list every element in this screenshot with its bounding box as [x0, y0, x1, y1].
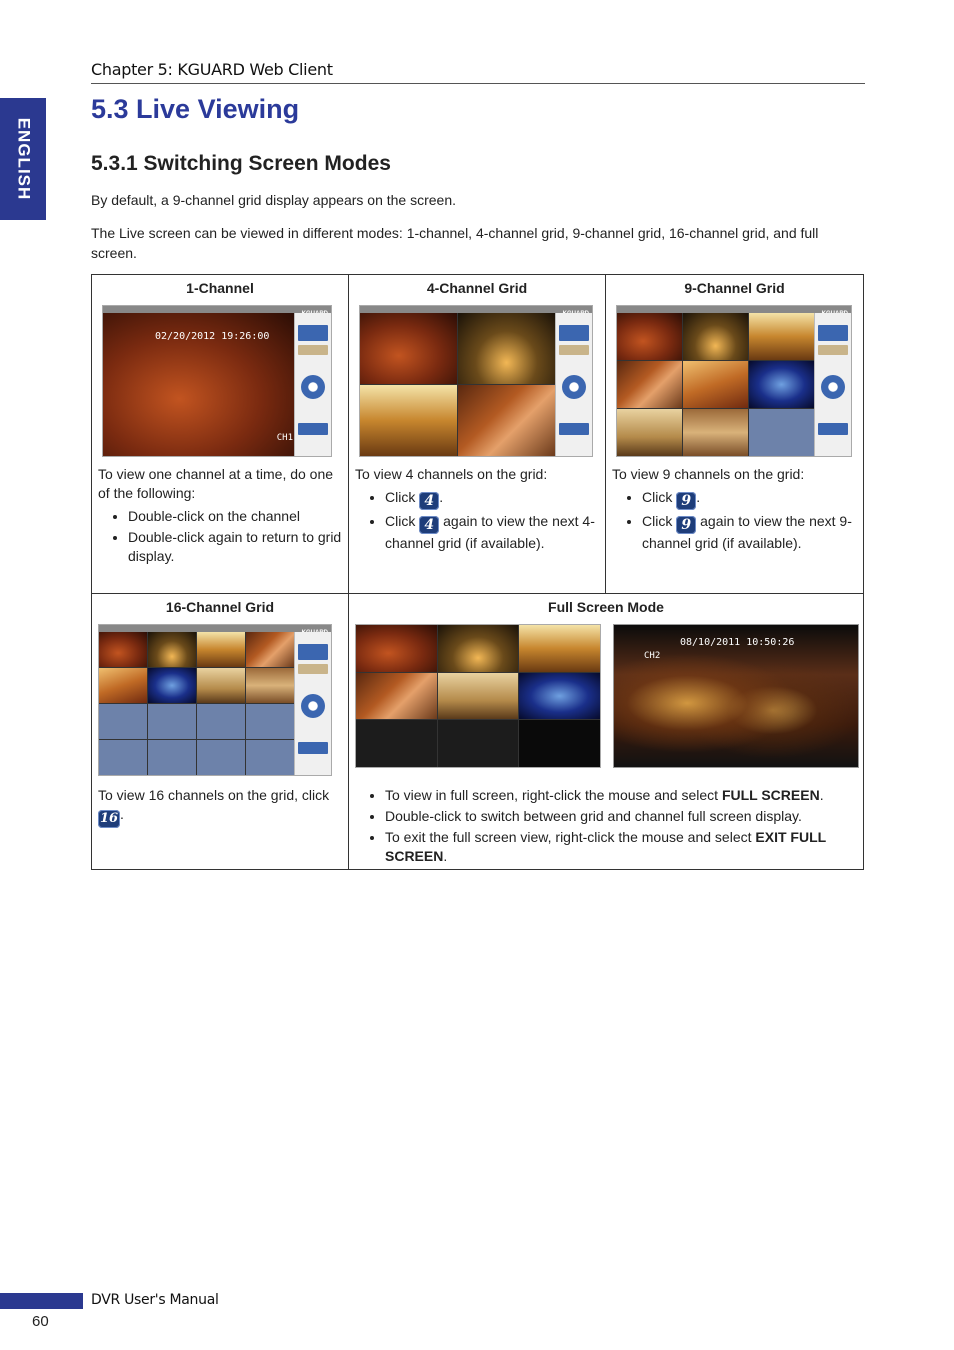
four-channel-title: 4-Channel Grid	[426, 280, 528, 296]
channel-tile[interactable]	[356, 673, 437, 720]
one-channel-desc: To view one channel at a time, do one of the following:	[98, 466, 334, 501]
one-channel-list	[92, 507, 348, 566]
channel-tile[interactable]	[197, 740, 245, 775]
channel-tile[interactable]	[683, 409, 748, 456]
nine-channel-cell	[606, 275, 864, 594]
full-screen-title: Full Screen Mode	[548, 599, 664, 615]
channel-tile[interactable]	[617, 313, 682, 360]
footer-bar	[0, 1293, 83, 1309]
full-grid-screenshot	[355, 624, 601, 768]
language-label: ENGLISH	[14, 117, 33, 201]
page-number: 60	[32, 1313, 49, 1330]
list-item: • To exit the full screen view, right-click the mouse and select EXIT FULL SCREEN.	[385, 828, 863, 866]
intro-default: By default, a 9-channel grid display appears on the screen.	[91, 192, 457, 208]
channel-tile[interactable]	[519, 673, 600, 720]
ptz-control-icon[interactable]	[821, 375, 845, 399]
sixteen-channel-desc: To view 16 channels on the grid, click 16 .	[98, 787, 330, 826]
nine-channel-list	[606, 488, 863, 553]
channel-tile[interactable]	[749, 313, 814, 360]
language-tab	[0, 98, 46, 220]
grid-4-button-icon[interactable]: 4	[419, 516, 439, 534]
control-panel	[555, 313, 592, 456]
channel-tile[interactable]	[356, 720, 437, 767]
channel-tile[interactable]	[246, 632, 294, 667]
channel-tile[interactable]	[683, 361, 748, 408]
channel-tile[interactable]	[197, 632, 245, 667]
nine-channel-screenshot	[616, 305, 852, 457]
channel-tile[interactable]	[148, 704, 196, 739]
grid-9-button-icon[interactable]: 9	[676, 492, 696, 510]
channel-label: CH1	[276, 433, 293, 443]
chapter-header: Chapter 5: KGUARD Web Client	[91, 60, 333, 79]
channel-tile[interactable]	[438, 625, 519, 672]
channel-tile[interactable]	[458, 385, 555, 456]
header-divider	[91, 83, 865, 84]
channel-tile[interactable]	[246, 704, 294, 739]
channel-tile[interactable]	[246, 740, 294, 775]
grid-9-button-icon[interactable]: 9	[676, 516, 696, 534]
control-panel	[814, 313, 851, 456]
full-screen-cell	[349, 594, 864, 870]
sixteen-channel-cell	[92, 594, 349, 870]
channel-tile[interactable]	[749, 409, 814, 456]
list-item: • To view in full screen, right-click the mouse and select FULL SCREEN.	[385, 786, 863, 805]
list-item: • Double-click to switch between grid and channel full screen display.	[385, 807, 863, 826]
channel-tile[interactable]	[99, 632, 147, 667]
channel-tile[interactable]	[356, 625, 437, 672]
four-channel-desc: To view 4 channels on the grid:	[355, 466, 548, 482]
video-timestamp: 02/20/2012 19:26:00	[155, 331, 270, 342]
channel-tile[interactable]	[148, 740, 196, 775]
channel-tile[interactable]	[617, 409, 682, 456]
one-channel-cell	[92, 275, 349, 594]
channel-tile[interactable]	[617, 361, 682, 408]
channel-tile[interactable]	[99, 740, 147, 775]
list-item: • Double-click again to return to grid display.	[128, 528, 348, 566]
ptz-control-icon[interactable]	[301, 694, 325, 718]
list-item: • Click 4 .	[385, 488, 605, 510]
four-channel-cell	[349, 275, 606, 594]
footer-manual-title: DVR User's Manual	[91, 1292, 219, 1308]
sixteen-channel-screenshot	[98, 624, 332, 776]
channel-tile[interactable]	[99, 704, 147, 739]
nine-channel-title: 9-Channel Grid	[684, 280, 785, 296]
full-screen-list	[349, 786, 863, 866]
sixteen-channel-title: 16-Channel Grid	[165, 599, 275, 615]
ptz-control-icon[interactable]	[562, 375, 586, 399]
full-channel-screenshot[interactable]	[613, 624, 859, 768]
channel-tile[interactable]	[197, 704, 245, 739]
four-channel-list	[349, 488, 605, 553]
channel-tile[interactable]	[148, 668, 196, 703]
section-title: 5.3 Live Viewing	[91, 94, 300, 124]
channel-tile[interactable]	[197, 668, 245, 703]
grid-16-button-icon[interactable]: 16	[99, 811, 119, 826]
one-channel-title: 1-Channel	[186, 280, 254, 296]
channel-tile[interactable]	[749, 361, 814, 408]
channel-tile[interactable]	[246, 668, 294, 703]
list-item: • Click 4 again to view the next 4-channel grid (if available).	[385, 512, 605, 553]
channel-tile[interactable]	[360, 313, 457, 384]
channel-tile[interactable]	[438, 673, 519, 720]
subsection-title: 5.3.1 Switching Screen Modes	[91, 152, 391, 175]
channel-tile[interactable]	[519, 625, 600, 672]
channel-tile[interactable]	[438, 720, 519, 767]
channel-tile[interactable]	[519, 720, 600, 767]
full-screen-images	[355, 624, 863, 768]
channel-tile[interactable]	[458, 313, 555, 384]
ptz-control-icon[interactable]	[301, 375, 325, 399]
intro-modes: The Live screen can be viewed in different modes: 1-channel, 4-channel grid, 9-channel grid, 16-channel grid, and full screen.	[91, 225, 819, 261]
video-timestamp: 08/10/2011 10:50:26	[680, 637, 795, 648]
channel-tile[interactable]	[360, 385, 457, 456]
four-channel-screenshot	[359, 305, 593, 457]
channel-label: CH2	[644, 651, 661, 661]
screen-modes-table	[91, 274, 864, 870]
channel-tile[interactable]	[148, 632, 196, 667]
list-item: • Click 9 .	[642, 488, 863, 510]
nine-channel-desc: To view 9 channels on the grid:	[612, 466, 805, 482]
grid-4-button-icon[interactable]: 4	[419, 492, 439, 510]
channel-tile[interactable]	[683, 313, 748, 360]
list-item: • Double-click on the channel	[128, 507, 348, 526]
one-channel-screenshot	[102, 305, 332, 457]
channel-tile[interactable]	[99, 668, 147, 703]
channel-video[interactable]	[103, 313, 294, 456]
control-panel	[294, 313, 331, 456]
control-panel	[294, 632, 331, 775]
list-item: • Click 9 again to view the next 9-channel grid (if available).	[642, 512, 863, 553]
